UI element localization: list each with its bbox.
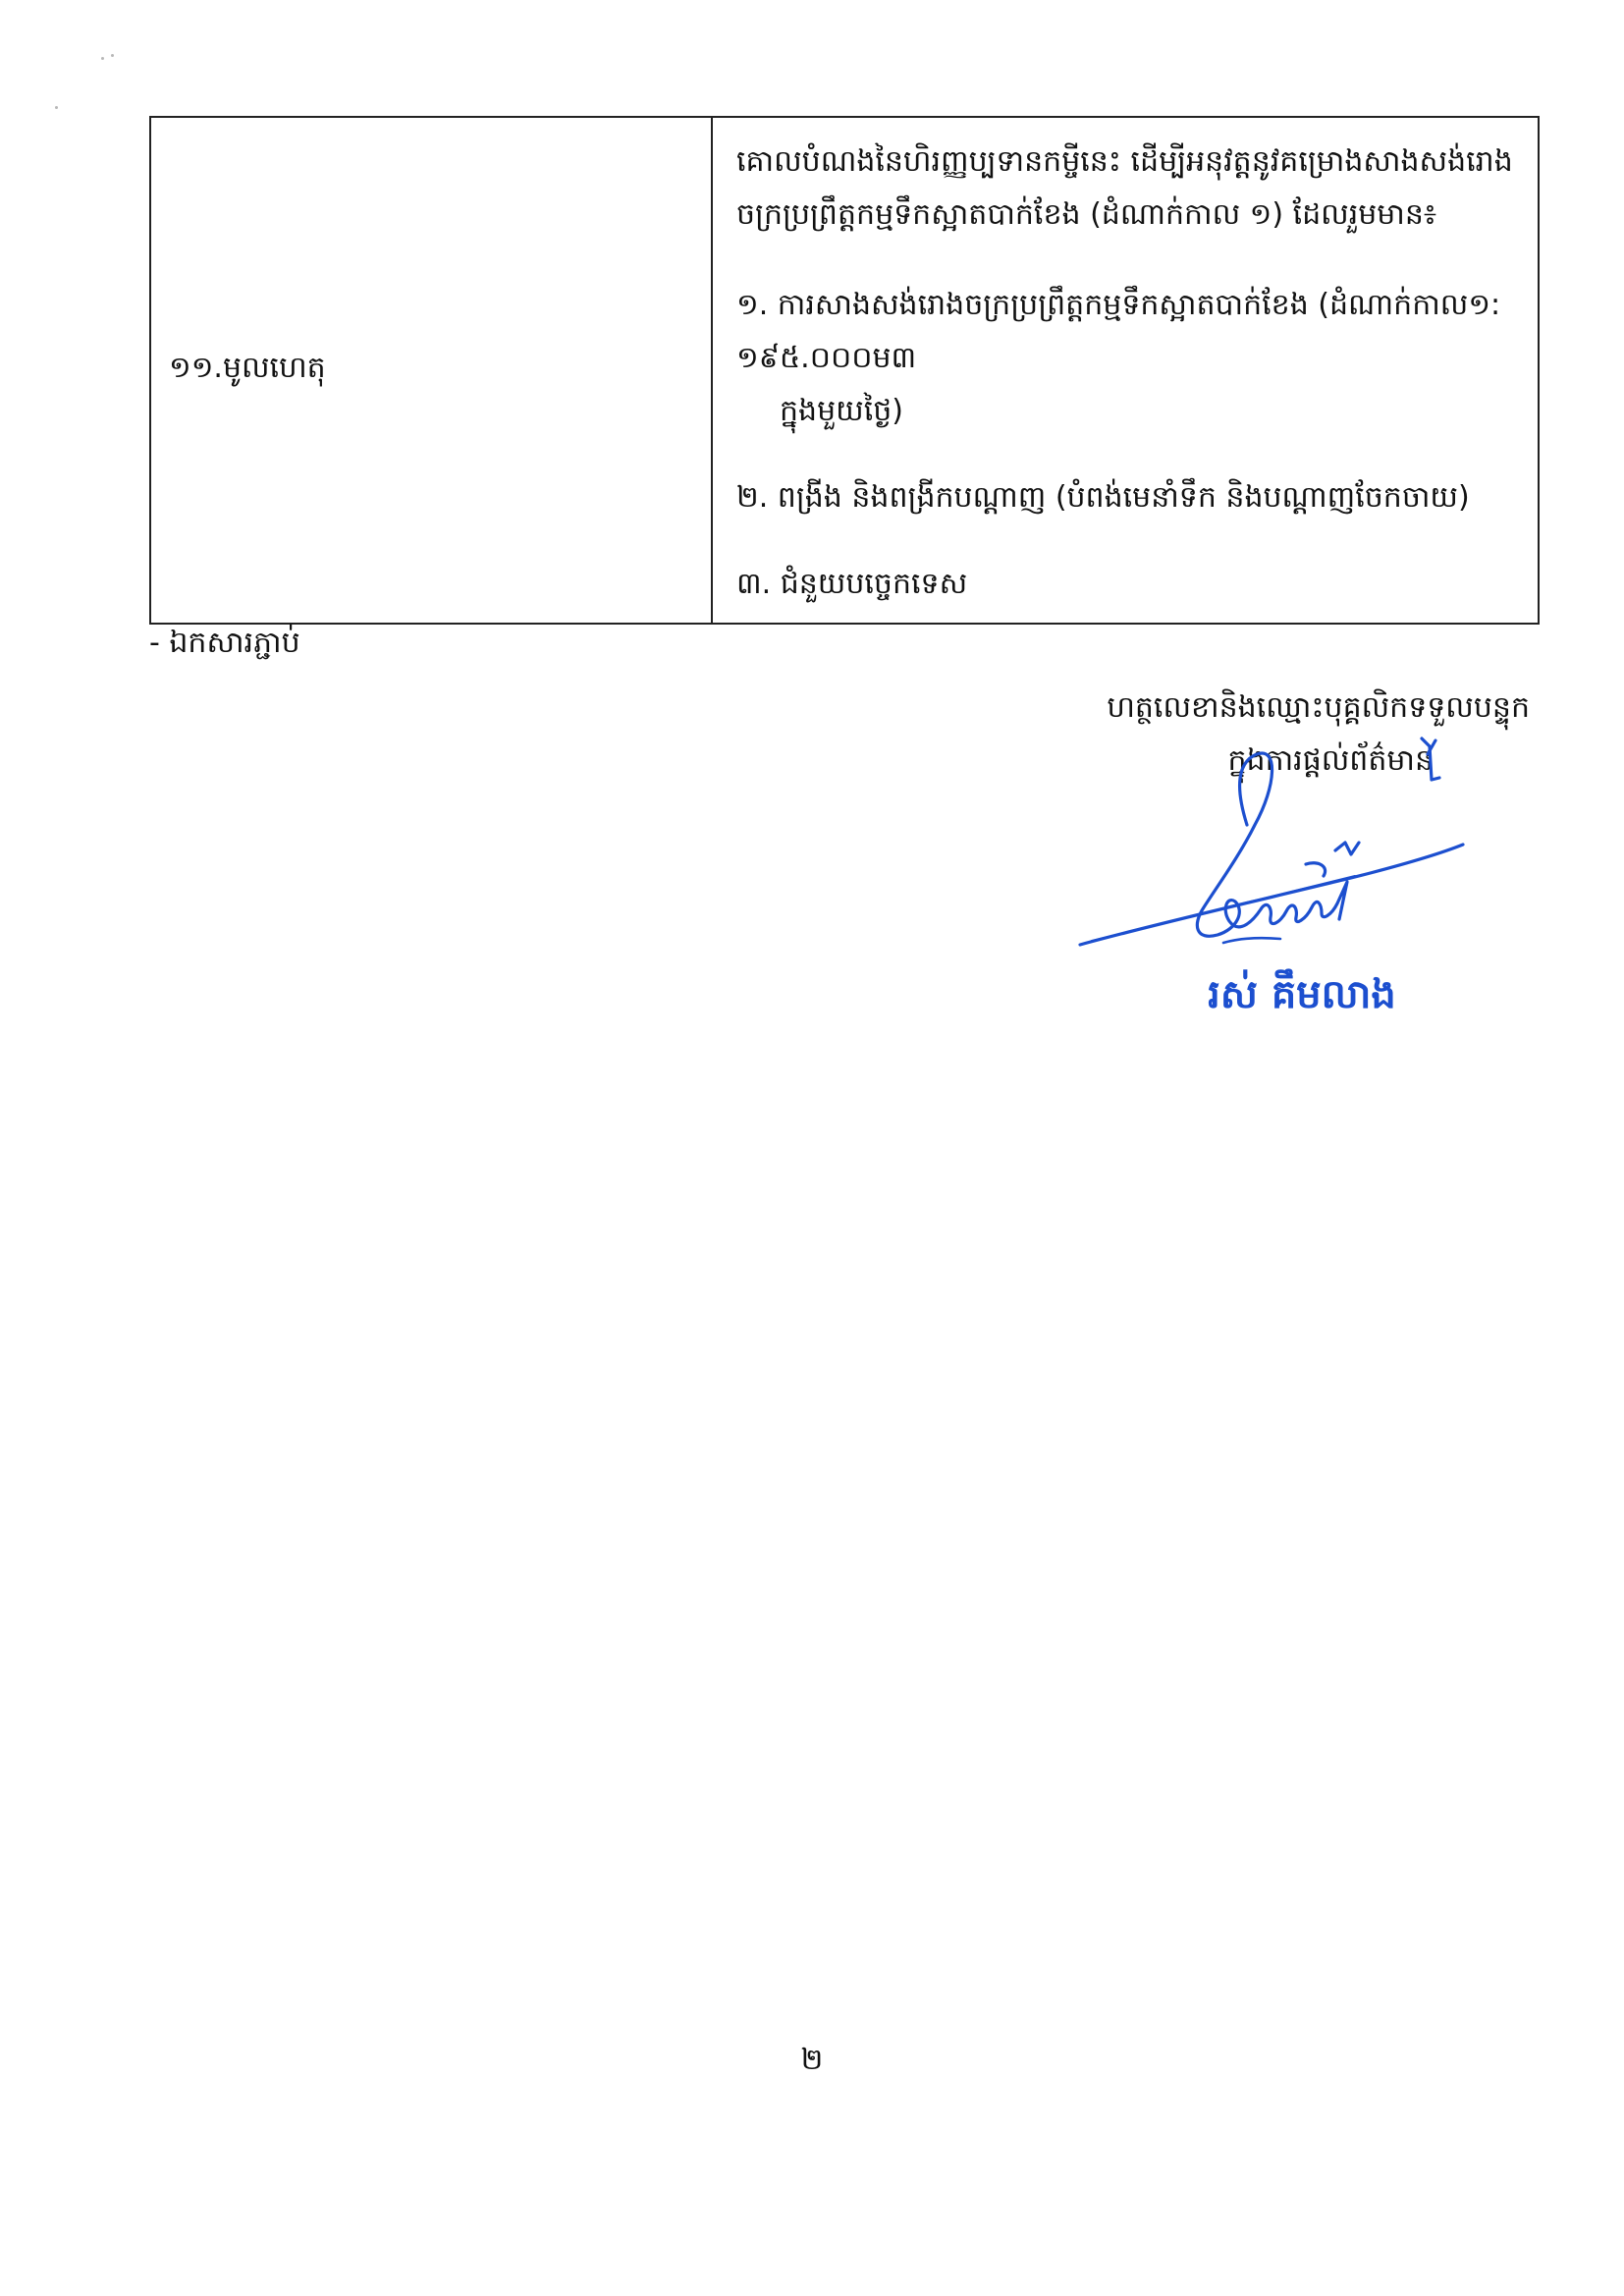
row-label-cell (150, 117, 712, 624)
row-label: ១១.មូលហេតុ (169, 351, 326, 385)
signature-name-stamp (1208, 968, 1396, 1017)
signature-caption-line2: ក្នុងការផ្តល់ព័ត៌មាន (1227, 743, 1434, 778)
list-item (736, 558, 1520, 611)
info-table (149, 116, 1540, 625)
table-row (150, 117, 1539, 624)
list-item-text: ២. ពង្រីង និងពង្រីកបណ្តាញ (បំពង់មេនាំទឹក និងបណ្តាញចែកចាយ) (736, 480, 1470, 515)
list-item (736, 279, 1520, 438)
attachment-note: - ឯកសារភ្ជាប់ (149, 626, 300, 660)
list-item (736, 471, 1520, 524)
signature-block (982, 678, 1532, 1031)
intro-paragraph: គោលបំណងនៃហិរញ្ញប្បទានកម្ចីនេះ ដើម្បីអនុវត្តនូវគម្រោងសាងសង់រោងចក្រប្រព្រឹត្តកម្មទឹកស្អាតបាក់ខែង (ដំណាក់កាល ១) ដែលរួមមាន៖ (736, 144, 1513, 232)
svg-text:រស់ គឹមលាង: រស់ គឹមលាង (1208, 972, 1396, 1017)
page-number: ២ (800, 2043, 824, 2077)
scan-speck (101, 57, 104, 60)
list-item-continuation: ក្នុងមួយថ្ងៃ) (780, 394, 903, 428)
handwritten-signature (982, 678, 1532, 1031)
scan-speck (55, 106, 58, 109)
signature-caption-line1: ហត្ថលេខានិងឈ្មោះបុគ្គលិកទទួលបន្ទុក (1107, 690, 1530, 725)
scan-speck (111, 54, 114, 57)
row-content-cell (712, 117, 1539, 624)
list-item-text: ៣. ជំនួយបច្ចេកទេស (736, 567, 968, 601)
list-item-text: ១. ការសាងសង់រោងចក្រប្រព្រឹត្តកម្មទឹកស្អាតបាក់ខែង (ដំណាក់កាល១: ១៩៥.០០០ម៣ (736, 288, 1501, 375)
